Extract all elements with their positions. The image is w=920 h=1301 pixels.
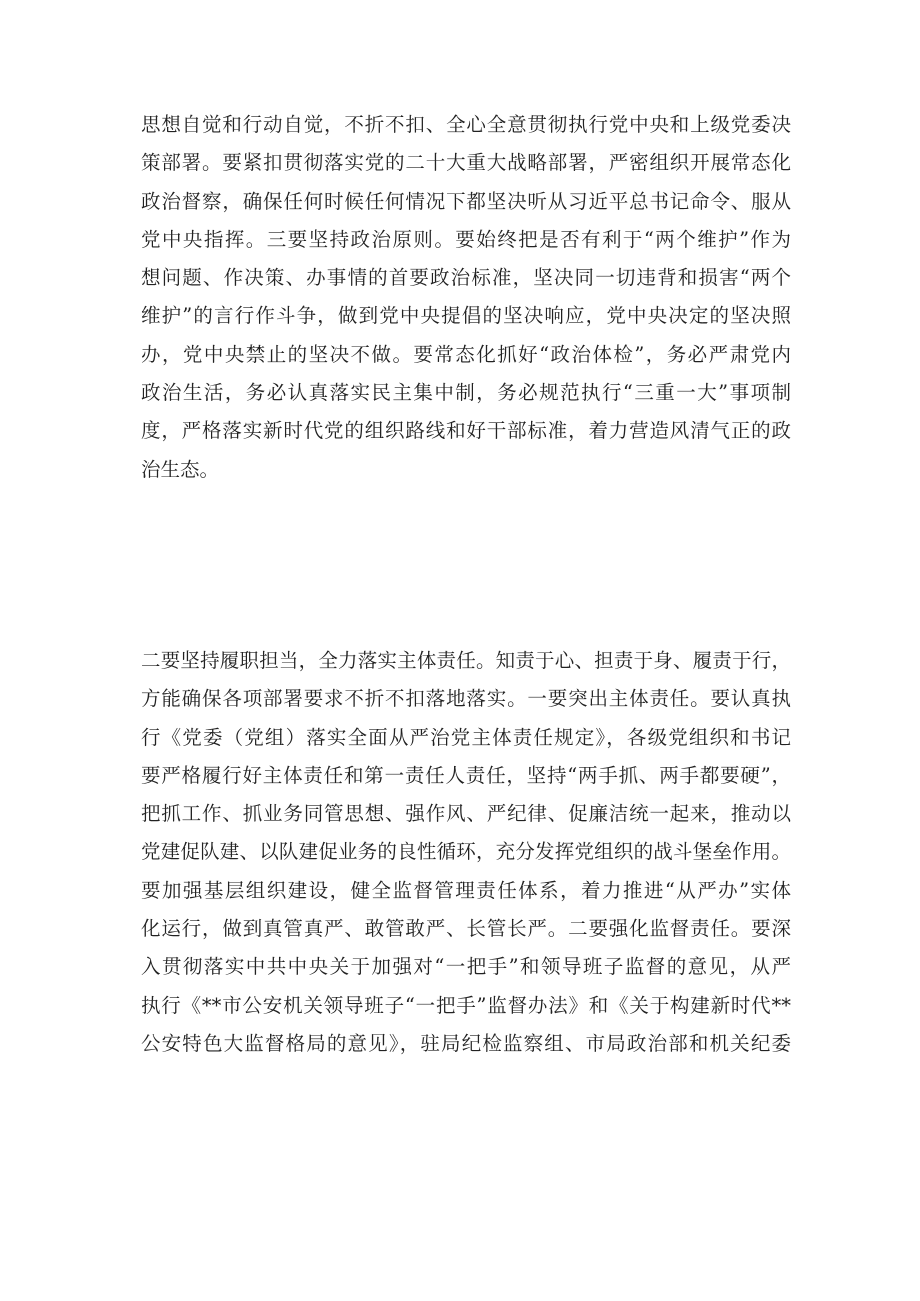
text-line: 党中央指挥。三要坚持政治原则。要始终把是否有利于“两个维护”作为: [141, 227, 791, 251]
text-line: 维护”的言行作斗争，做到党中央提倡的坚决响应，党中央决定的坚决照: [141, 304, 791, 328]
text-line: 行《党委（党组）落实全面从严治党主体责任规定》，各级党组织和书记: [141, 725, 791, 749]
text-line: 思想自觉和行动自觉，不折不扣、全心全意贯彻执行党中央和上级党委决: [141, 113, 791, 136]
text-line: 治生态。: [141, 457, 220, 481]
text-line: 方能确保各项部署要求不折不扣落地落实。一要突出主体责任。要认真执: [141, 687, 791, 711]
text-line: 化运行，做到真管真严、敢管敢严、长管长严。二要强化监督责任。要深: [141, 917, 791, 941]
text-line: 度，严格落实新时代党的组织路线和好干部标准，着力营造风清气正的政: [141, 419, 791, 443]
text-line: 把抓工作、抓业务同管思想、强作风、严纪律、促廉洁统一起来，推动以: [141, 802, 791, 826]
paragraph-2: [141, 642, 791, 1063]
text-line: 公安特色大监督格局的意见》，驻局纪检监察组、市局政治部和机关纪委: [141, 1031, 791, 1055]
text-line: 办，党中央禁止的坚决不做。要常态化抓好“政治体检”，务必严肃党内: [141, 342, 791, 366]
text-line: 执行《**市公安机关领导班子“一把手”监督办法》和《关于构建新时代**: [141, 993, 791, 1017]
text-line: 政治督察，确保任何时候任何情况下都坚决听从习近平总书记命令、服从: [141, 189, 791, 213]
text-line: 要加强基层组织建设，健全监督管理责任体系，着力推进“从严办”实体: [141, 878, 791, 902]
text-line: 二要坚持履职担当，全力落实主体责任。知责于心、担责于身、履责于行，: [141, 649, 791, 672]
text-line: 党建促队建、以队建促业务的良性循环，充分发挥党组织的战斗堡垒作用。: [141, 840, 791, 864]
text-line: 入贯彻落实中共中央关于加强对“一把手”和领导班子监督的意见，从严: [141, 955, 791, 979]
paragraph-1: [141, 106, 791, 489]
text-line: 想问题、作决策、办事情的首要政治标准，坚决同一切违背和损害“两个: [141, 266, 791, 290]
text-line: 政治生活，务必认真落实民主集中制，务必规范执行“三重一大”事项制: [141, 381, 791, 405]
text-line: 要严格履行好主体责任和第一责任人责任，坚持“两手抓、两手都要硬”，: [141, 763, 791, 787]
text-line: 策部署。要紧扣贯彻落实党的二十大重大战略部署，严密组织开展常态化: [141, 151, 791, 175]
